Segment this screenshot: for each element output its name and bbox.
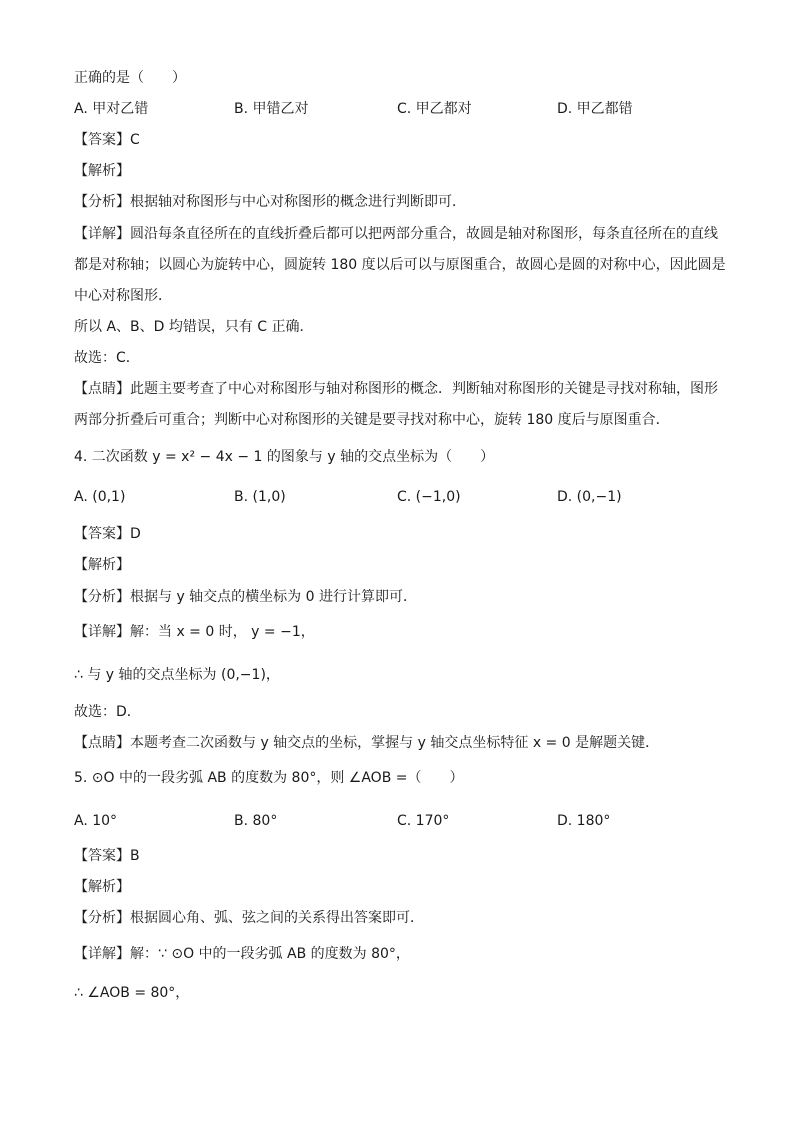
- q5-option-a: A. 10°: [74, 813, 118, 829]
- q4-therefore: ∴ 与 y 轴的交点坐标为 (0,−1)，: [74, 667, 280, 683]
- q5-option-b: B. 80°: [234, 813, 278, 829]
- q4-choice: 故选：D．: [74, 704, 141, 720]
- q4-option-d: D. (0,−1): [557, 489, 622, 505]
- q4-analysis-label: 【解析】: [74, 557, 130, 573]
- q4-option-b: B. (1,0): [234, 489, 286, 505]
- q4-option-c: C. (−1,0): [397, 489, 461, 505]
- q3-xiangjie-line-1: 【详解】圆沿每条直径所在的直线折叠后都可以把两部分重合，故圆是轴对称图形，每条直径所在的直线: [74, 226, 718, 242]
- q4-stem: 4. 二次函数 y = x² − 4x − 1 的图象与 y 轴的交点坐标为（ ）: [74, 449, 495, 465]
- q4-dianjing: 【点睛】本题考查二次函数与 y 轴交点的坐标，掌握与 y 轴交点坐标特征 x = 0 是解题关键．: [74, 735, 660, 751]
- q3-stem: 正确的是（ ）: [74, 70, 186, 86]
- q4-fenxi: 【分析】根据与 y 轴交点的横坐标为 0 进行计算即可．: [74, 589, 417, 605]
- q3-option-d: D. 甲乙都错: [557, 101, 633, 117]
- q4-option-a: A. (0,1): [74, 489, 126, 505]
- q3-option-a: A. 甲对乙错: [74, 101, 149, 117]
- q5-answer: 【答案】B: [74, 848, 140, 864]
- q4-xiangjie: 【详解】解：当 x = 0 时， y = −1，: [74, 624, 315, 640]
- q3-option-c: C. 甲乙都对: [397, 101, 472, 117]
- q5-stem: 5. ⊙O 中的一段劣弧 AB 的度数为 80°，则 ∠AOB =（ ）: [74, 770, 464, 786]
- q5-option-c: C. 170°: [397, 813, 450, 829]
- q3-conclusion: 所以 A、B、D 均错误，只有 C 正确．: [74, 319, 314, 335]
- q5-fenxi: 【分析】根据圆心角、弧、弦之间的关系得出答案即可．: [74, 910, 424, 926]
- q3-analysis-label: 【解析】: [74, 163, 130, 179]
- q3-dianjing-line-2: 两部分折叠后可重合；判断中心对称图形的关键是要寻找对称中心，旋转 180 度后与原图重合．: [74, 412, 670, 428]
- q3-xiangjie-line-2: 都是对称轴；以圆心为旋转中心，圆旋转 180 度以后可以与原图重合，故圆心是圆的对称中心，因此圆是: [74, 257, 726, 273]
- q3-answer: 【答案】C: [74, 132, 140, 148]
- q3-choice: 故选：C．: [74, 350, 140, 366]
- q5-therefore: ∴ ∠AOB = 80°，: [74, 985, 190, 1001]
- q3-dianjing-line-1: 【点睛】此题主要考查了中心对称图形与轴对称图形的概念．判断轴对称图形的关键是寻找对称轴，图形: [74, 381, 718, 397]
- q5-analysis-label: 【解析】: [74, 879, 130, 895]
- q3-fenxi: 【分析】根据轴对称图形与中心对称图形的概念进行判断即可．: [74, 194, 466, 210]
- q5-option-d: D. 180°: [557, 813, 611, 829]
- q4-answer: 【答案】D: [74, 526, 141, 542]
- q5-xiangjie: 【详解】解：∵ ⊙O 中的一段劣弧 AB 的度数为 80°，: [74, 946, 410, 962]
- q3-option-b: B. 甲错乙对: [234, 101, 309, 117]
- q3-xiangjie-line-3: 中心对称图形．: [74, 288, 172, 304]
